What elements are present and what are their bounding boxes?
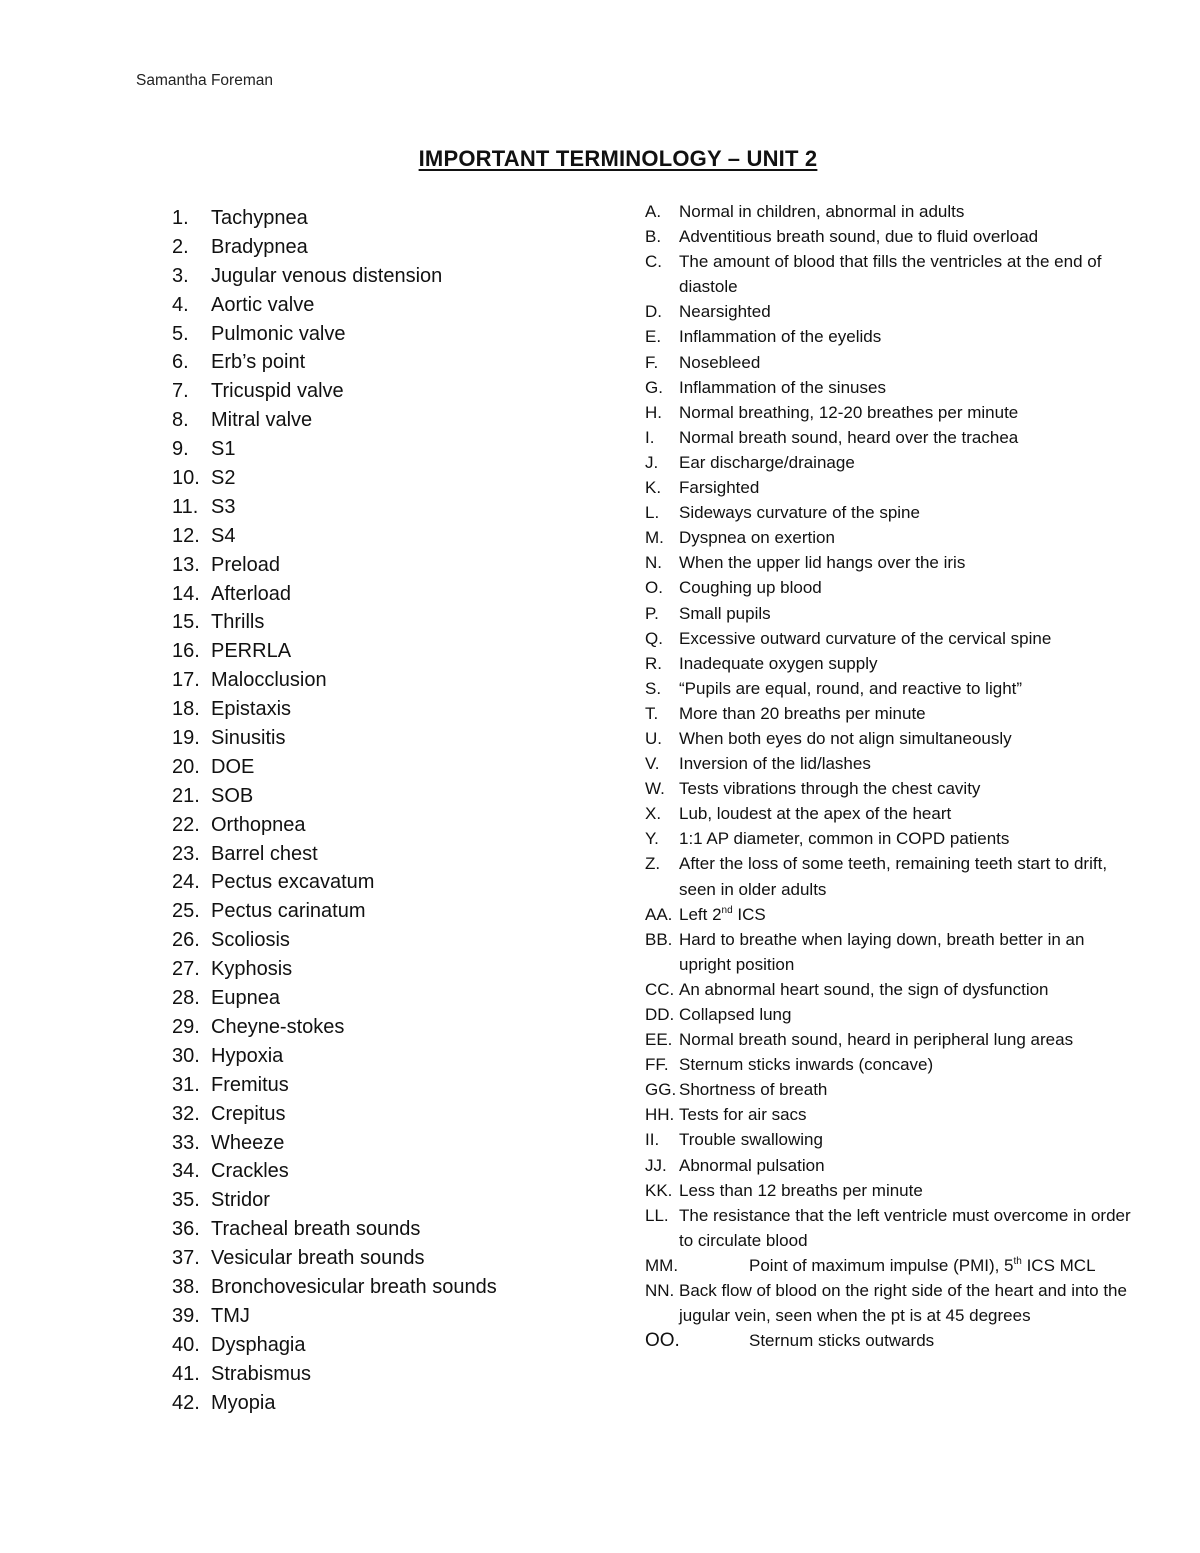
term-text: S4 xyxy=(211,524,236,547)
definition-item xyxy=(645,500,1140,525)
definition-label: T. xyxy=(645,703,659,723)
term-item xyxy=(172,1013,497,1042)
term-item xyxy=(172,1100,497,1129)
definition-text: Normal breath sound, heard over the trachea xyxy=(679,427,1019,447)
term-number: 24. xyxy=(172,871,200,894)
definition-label: II. xyxy=(645,1130,660,1150)
term-number: 26. xyxy=(172,929,200,952)
definition-text: Left 2nd ICS xyxy=(679,904,766,924)
definition-label: X. xyxy=(645,804,662,824)
definition-text: Ear discharge/drainage xyxy=(679,452,855,472)
definition-text: “Pupils are equal, round, and reactive to light” xyxy=(679,678,1023,698)
term-number: 39. xyxy=(172,1304,200,1327)
definition-item xyxy=(645,726,1140,751)
definition-item xyxy=(645,776,1140,801)
term-number: 19. xyxy=(172,727,200,750)
definition-item xyxy=(645,224,1140,249)
definition-text: Tests vibrations through the chest cavity xyxy=(679,779,981,799)
term-number: 3. xyxy=(172,264,189,287)
definition-label: C. xyxy=(645,252,662,272)
term-item xyxy=(172,551,497,580)
definition-text: Dyspnea on exertion xyxy=(679,528,835,548)
definition-label: DD. xyxy=(645,1005,675,1024)
definition-text: Normal breathing, 12-20 breathes per minute xyxy=(679,402,1019,422)
term-item xyxy=(172,955,497,984)
term-text: Mitral valve xyxy=(211,409,313,432)
terms-list xyxy=(172,204,497,1417)
term-number: 42. xyxy=(172,1391,200,1414)
definition-item xyxy=(645,350,1140,375)
term-number: 18. xyxy=(172,698,200,721)
term-number: 33. xyxy=(172,1131,200,1154)
definition-item xyxy=(645,1178,1140,1203)
definition-text: Normal breath sound, heard in peripheral lung areas xyxy=(679,1030,1074,1050)
definition-text: Nearsighted xyxy=(679,302,771,322)
definition-text: Inversion of the lid/lashes xyxy=(679,754,871,774)
definition-item xyxy=(645,525,1140,550)
term-item xyxy=(172,984,497,1013)
definition-item xyxy=(645,425,1140,450)
term-text: Dysphagia xyxy=(211,1333,306,1356)
definition-item xyxy=(645,601,1140,626)
term-text: Sinusitis xyxy=(211,727,286,750)
term-text: S2 xyxy=(211,467,236,490)
term-item xyxy=(172,580,497,609)
term-text: Cheyne-stokes xyxy=(211,1015,345,1038)
definition-item xyxy=(645,199,1140,224)
term-text: Malocclusion xyxy=(211,669,327,692)
term-item xyxy=(172,377,497,406)
term-item xyxy=(172,1360,497,1389)
definition-label: KK. xyxy=(645,1180,673,1200)
term-item xyxy=(172,291,497,320)
term-number: 4. xyxy=(172,293,189,316)
term-item xyxy=(172,435,497,464)
term-item xyxy=(172,1389,497,1418)
definition-item xyxy=(645,1027,1140,1052)
definition-text: Farsighted xyxy=(679,478,760,498)
term-item xyxy=(172,695,497,724)
definition-item xyxy=(645,651,1140,676)
definition-label: FF. xyxy=(645,1055,669,1075)
term-text: Pulmonic valve xyxy=(211,322,346,345)
definition-label: A. xyxy=(645,202,662,221)
term-text: Strabismus xyxy=(211,1362,312,1385)
definition-label: E. xyxy=(645,327,662,347)
definition-text: Less than 12 breaths per minute xyxy=(679,1180,923,1200)
definition-text: When the upper lid hangs over the iris xyxy=(679,553,966,573)
definition-text: The amount of blood that fills the ventricles at the end of diastole xyxy=(679,252,1102,297)
term-text: DOE xyxy=(211,755,255,778)
term-number: 1. xyxy=(172,207,189,229)
definition-label: R. xyxy=(645,653,662,673)
definition-label: LL. xyxy=(645,1205,669,1225)
definition-text: Point of maximum impulse (PMI), 5th ICS MCL xyxy=(749,1255,1096,1275)
definition-item xyxy=(645,626,1140,651)
term-text: Crepitus xyxy=(211,1102,286,1125)
definition-label: F. xyxy=(645,352,659,372)
definition-text: Sternum sticks outwards xyxy=(749,1331,935,1351)
definition-text: Inflammation of the sinuses xyxy=(679,377,886,397)
definition-item xyxy=(645,1203,1140,1253)
definition-item xyxy=(645,851,1140,901)
term-number: 5. xyxy=(172,322,189,345)
definition-item xyxy=(645,1052,1140,1077)
definition-text: Trouble swallowing xyxy=(679,1130,823,1150)
definition-label: H. xyxy=(645,402,662,422)
definition-item xyxy=(645,375,1140,400)
term-number: 32. xyxy=(172,1102,200,1125)
term-number: 7. xyxy=(172,380,189,403)
definition-text: After the loss of some teeth, remaining teeth start to drift, seen in older adults xyxy=(679,854,1108,899)
definition-item xyxy=(645,1278,1140,1328)
term-number: 35. xyxy=(172,1189,200,1212)
definitions-list xyxy=(645,199,1140,1353)
term-number: 21. xyxy=(172,784,200,807)
definition-item xyxy=(645,450,1140,475)
term-item xyxy=(172,1129,497,1158)
definition-text: Back flow of blood on the right side of the heart and into the jugular vein, seen when the pt is at 45 degrees xyxy=(679,1281,1127,1326)
term-item xyxy=(172,811,497,840)
term-number: 15. xyxy=(172,611,200,634)
term-item xyxy=(172,1302,497,1331)
term-text: Hypoxia xyxy=(211,1044,284,1067)
term-number: 41. xyxy=(172,1362,200,1385)
definition-text: Nosebleed xyxy=(679,352,761,372)
definition-text: The resistance that the left ventricle must overcome in order to circulate blood xyxy=(679,1205,1131,1250)
term-item xyxy=(172,1244,497,1273)
term-item xyxy=(172,1186,497,1215)
definition-label: B. xyxy=(645,227,662,247)
term-number: 10. xyxy=(172,467,200,490)
term-text: TMJ xyxy=(211,1304,250,1327)
definition-label: AA. xyxy=(645,904,673,924)
definition-label: MM. xyxy=(645,1255,679,1275)
term-text: Afterload xyxy=(211,582,292,605)
term-number: 11. xyxy=(172,495,199,518)
definition-text: An abnormal heart sound, the sign of dysfunction xyxy=(679,979,1049,999)
definition-label: Y. xyxy=(645,829,659,849)
term-number: 20. xyxy=(172,755,200,778)
term-item xyxy=(172,926,497,955)
term-number: 37. xyxy=(172,1247,200,1270)
definition-item xyxy=(645,1328,1140,1353)
term-item xyxy=(172,522,497,551)
term-number: 12. xyxy=(172,524,200,547)
term-number: 25. xyxy=(172,900,200,923)
definition-text: Excessive outward curvature of the cervical spine xyxy=(679,628,1052,648)
term-item xyxy=(172,233,497,262)
term-text: Crackles xyxy=(211,1160,289,1183)
term-item xyxy=(172,753,497,782)
term-item xyxy=(172,608,497,637)
definition-label: V. xyxy=(645,754,660,774)
term-number: 40. xyxy=(172,1333,200,1356)
definition-text: Sternum sticks inwards (concave) xyxy=(679,1055,934,1075)
term-item xyxy=(172,897,497,926)
definition-label: Z. xyxy=(645,854,661,874)
definition-item xyxy=(645,1253,1140,1278)
term-text: Tricuspid valve xyxy=(211,380,344,403)
term-text: Wheeze xyxy=(211,1131,285,1154)
term-text: Thrills xyxy=(211,611,265,634)
term-text: Scoliosis xyxy=(211,929,290,952)
term-item xyxy=(172,637,497,666)
term-item xyxy=(172,1071,497,1100)
definition-item xyxy=(645,1127,1140,1152)
term-number: 31. xyxy=(172,1073,200,1096)
definition-text: Shortness of breath xyxy=(679,1080,828,1100)
term-item xyxy=(172,464,497,493)
term-item xyxy=(172,1331,497,1360)
definition-item xyxy=(645,299,1140,324)
definition-label: U. xyxy=(645,728,662,748)
term-text: Preload xyxy=(211,553,280,576)
term-number: 2. xyxy=(172,235,189,258)
term-number: 23. xyxy=(172,842,200,865)
definition-text: Sideways curvature of the spine xyxy=(679,503,920,523)
term-text: Stridor xyxy=(211,1189,270,1212)
definition-label: I. xyxy=(645,427,655,447)
term-item xyxy=(172,868,497,897)
term-text: Tracheal breath sounds xyxy=(211,1218,421,1241)
term-item xyxy=(172,262,497,291)
definition-text: Abnormal pulsation xyxy=(679,1155,825,1175)
definition-label: D. xyxy=(645,302,662,322)
definition-text: Adventitious breath sound, due to fluid overload xyxy=(679,227,1039,247)
term-item xyxy=(172,493,497,522)
term-number: 28. xyxy=(172,987,200,1010)
definition-item xyxy=(645,676,1140,701)
definition-label: NN. xyxy=(645,1281,675,1301)
term-item xyxy=(172,1273,497,1302)
term-number: 6. xyxy=(172,351,189,374)
author-name: Samantha Foreman xyxy=(136,72,273,89)
term-number: 29. xyxy=(172,1015,200,1038)
term-number: 8. xyxy=(172,409,189,432)
term-text: S3 xyxy=(211,495,236,518)
term-text: Barrel chest xyxy=(211,842,318,865)
term-text: Pectus excavatum xyxy=(211,871,375,894)
term-text: Epistaxis xyxy=(211,698,292,721)
definition-label: EE. xyxy=(645,1030,673,1050)
term-number: 14. xyxy=(172,582,200,605)
term-item xyxy=(172,406,497,435)
term-number: 22. xyxy=(172,813,200,836)
definition-item xyxy=(645,249,1140,299)
term-text: Aortic valve xyxy=(211,293,315,316)
term-item xyxy=(172,666,497,695)
term-number: 30. xyxy=(172,1044,200,1067)
definition-label: JJ. xyxy=(645,1155,667,1175)
definition-item xyxy=(645,324,1140,349)
term-number: 34. xyxy=(172,1160,200,1183)
definition-text: Tests for air sacs xyxy=(679,1105,807,1125)
term-item xyxy=(172,1157,497,1186)
definition-label: BB. xyxy=(645,929,673,949)
term-number: 9. xyxy=(172,438,189,461)
definition-item xyxy=(645,475,1140,500)
definition-item xyxy=(645,927,1140,977)
definition-text: Small pupils xyxy=(679,603,771,623)
term-text: SOB xyxy=(211,784,254,807)
definition-text: More than 20 breaths per minute xyxy=(679,703,926,723)
term-text: Kyphosis xyxy=(211,958,293,981)
term-number: 13. xyxy=(172,553,200,576)
definition-label: S. xyxy=(645,678,662,698)
term-item xyxy=(172,724,497,753)
term-text: PERRLA xyxy=(211,640,292,663)
term-number: 27. xyxy=(172,958,200,981)
definition-item xyxy=(645,575,1140,600)
term-number: 38. xyxy=(172,1275,200,1298)
definition-text: Lub, loudest at the apex of the heart xyxy=(679,804,952,824)
term-text: Eupnea xyxy=(211,987,280,1010)
definition-item xyxy=(645,1002,1140,1027)
term-text: Erb’s point xyxy=(211,351,306,374)
definition-text: Inadequate oxygen supply xyxy=(679,653,878,673)
term-item xyxy=(172,782,497,811)
definition-item xyxy=(645,1077,1140,1102)
term-text: S1 xyxy=(211,438,236,461)
term-text: Pectus carinatum xyxy=(211,900,366,923)
definition-text: Hard to breathe when laying down, breath better in an upright position xyxy=(679,929,1085,974)
term-item xyxy=(172,320,497,349)
term-number: 36. xyxy=(172,1218,200,1241)
term-text: Fremitus xyxy=(211,1073,289,1096)
definition-label: O. xyxy=(645,578,663,598)
term-text: Bradypnea xyxy=(211,235,308,258)
definition-label: GG. xyxy=(645,1080,677,1100)
term-item xyxy=(172,348,497,377)
term-text: Orthopnea xyxy=(211,813,306,836)
definition-text: 1:1 AP diameter, common in COPD patients xyxy=(679,829,1010,849)
term-item xyxy=(172,204,497,233)
definition-label: M. xyxy=(645,528,664,548)
page-title: IMPORTANT TERMINOLOGY – UNIT 2 xyxy=(418,146,818,171)
definition-label: J. xyxy=(645,452,659,472)
term-text: Tachypnea xyxy=(211,207,308,229)
definition-item xyxy=(645,751,1140,776)
term-item xyxy=(172,1215,497,1244)
definition-item xyxy=(645,1153,1140,1178)
definition-item xyxy=(645,701,1140,726)
definition-label: G. xyxy=(645,377,663,397)
definition-label: CC. xyxy=(645,979,675,999)
term-text: Myopia xyxy=(211,1391,276,1414)
definition-item xyxy=(645,550,1140,575)
term-number: 16. xyxy=(172,640,200,663)
definition-label: W. xyxy=(645,779,665,799)
definition-label: K. xyxy=(645,478,662,498)
term-text: Jugular venous distension xyxy=(211,264,443,287)
definition-label: L. xyxy=(645,503,660,523)
definition-text: Coughing up blood xyxy=(679,578,822,598)
term-text: Bronchovesicular breath sounds xyxy=(211,1275,497,1298)
definition-label: P. xyxy=(645,603,659,623)
definition-item xyxy=(645,1102,1140,1127)
term-item xyxy=(172,1042,497,1071)
definition-text: Normal in children, abnormal in adults xyxy=(679,202,965,221)
definition-label: N. xyxy=(645,553,662,573)
term-item xyxy=(172,840,497,869)
definition-item xyxy=(645,902,1140,927)
term-text: Vesicular breath sounds xyxy=(211,1247,425,1270)
definition-text: When both eyes do not align simultaneously xyxy=(679,728,1012,748)
definition-label: Q. xyxy=(645,628,663,648)
term-number: 17. xyxy=(172,669,200,692)
definition-item xyxy=(645,400,1140,425)
definition-item xyxy=(645,826,1140,851)
definition-label: HH. xyxy=(645,1105,675,1125)
definition-label: OO. xyxy=(645,1330,680,1352)
definition-text: Inflammation of the eyelids xyxy=(679,327,882,347)
definition-item xyxy=(645,977,1140,1002)
definition-item xyxy=(645,801,1140,826)
definition-text: Collapsed lung xyxy=(679,1005,792,1024)
